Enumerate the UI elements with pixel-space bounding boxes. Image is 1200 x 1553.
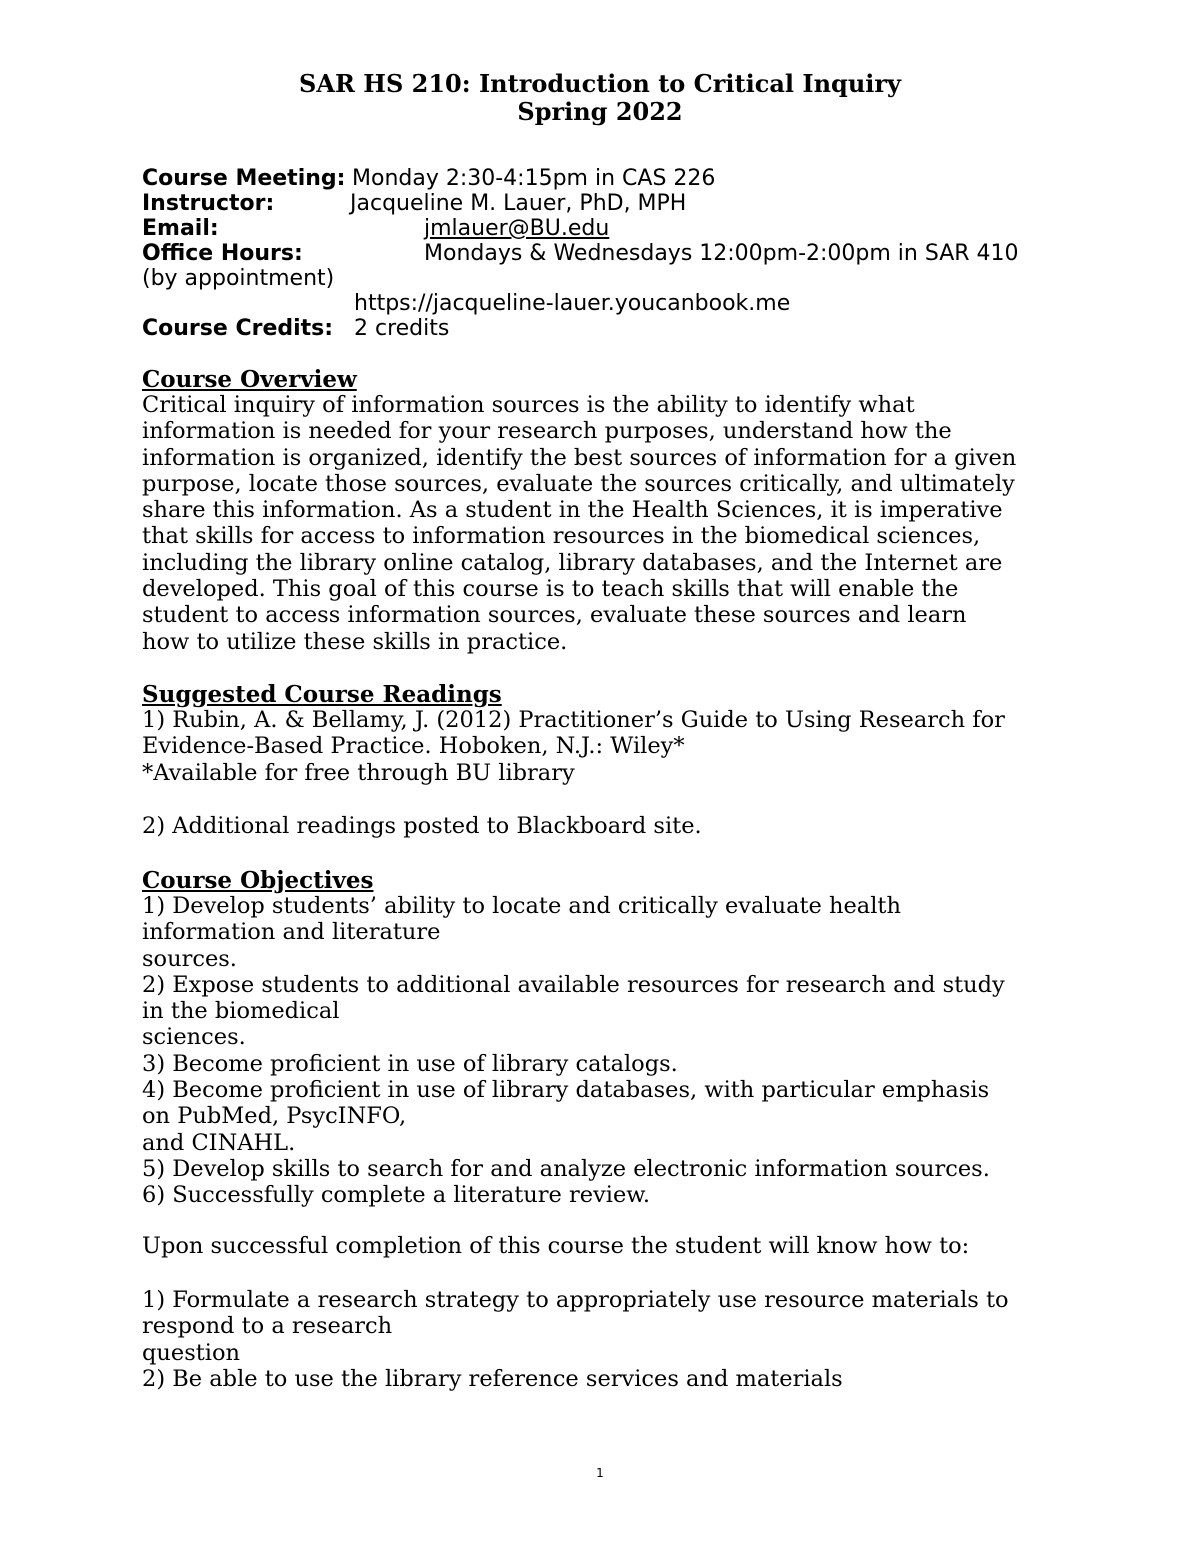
booking-url[interactable]: https://jacqueline-lauer.youcanbook.me [354,291,791,316]
office-hours-label: Office Hours: [142,241,303,266]
overview-heading: Course Overview [142,366,357,393]
credits-label: Course Credits: [142,316,334,341]
meeting-label: Course Meeting: [142,166,346,191]
meeting-value: Monday 2:30-4:15pm in CAS 226 [352,166,716,191]
outcomes-list: 1) Formulate a research strategy to appropriately use resource materials to respond to a research question 2) Be able to use the library reference services and materials [142,1287,1009,1392]
course-title: SAR HS 210: Introduction to Critical Inquiry [299,69,901,98]
objectives-list: 1) Develop students’ ability to locate and critically evaluate health information and literature sources. 2) Expose students to additional available resources for research and study in the biomedical sciences. 3) Become proficient in use of library catalogs. 4) Become proficient in use of library databases, with particular emphasis on PubMed, PsycINFO, and CINAHL. 5) Develop skills to search for and analyze electronic information sources. 6) Successfully complete a literature review. [142,893,1005,1209]
email-link[interactable]: jmlauer@BU.edu [424,216,610,241]
office-hours-note: (by appointment) [142,266,335,291]
office-hours-value: Mondays & Wednesdays 12:00pm-2:00pm in SAR 410 [424,241,1019,266]
readings-heading: Suggested Course Readings [142,681,502,708]
overview-text: Critical inquiry of information sources is the ability to identify what information is needed for your research purposes, understand how the information is organized, identify the best sources of information for a given purpose, locate those sources, evaluate the sources critically, and ultimately share this information. As a student in the Health Sciences, it is imperative that skills for access to information resources in the biomedical sciences, including the library online catalog, library databases, and the Internet are developed. This goal of this course is to teach skills that will enable the student to access information sources, evaluate these sources and learn how to utilize these skills in practice. [142,392,1017,655]
outcomes-intro: Upon successful completion of this course the student will know how to: [142,1233,970,1259]
course-term: Spring 2022 [517,97,683,126]
reading-item-2: 2) Additional readings posted to Blackboard site. [142,813,702,839]
reading-item-1: 1) Rubin, A. & Bellamy, J. (2012) Practitioner’s Guide to Using Research for Evidence-Based Practice. Hoboken, N.J.: Wiley* *Available for free through BU library [142,707,1005,786]
instructor-label: Instructor: [142,191,275,216]
page-number: 1 [596,1466,604,1480]
credits-value: 2 credits [354,316,450,341]
instructor-value: Jacqueline M. Lauer, PhD, MPH [350,191,687,216]
objectives-heading: Course Objectives [142,867,374,894]
email-label: Email: [142,216,219,241]
